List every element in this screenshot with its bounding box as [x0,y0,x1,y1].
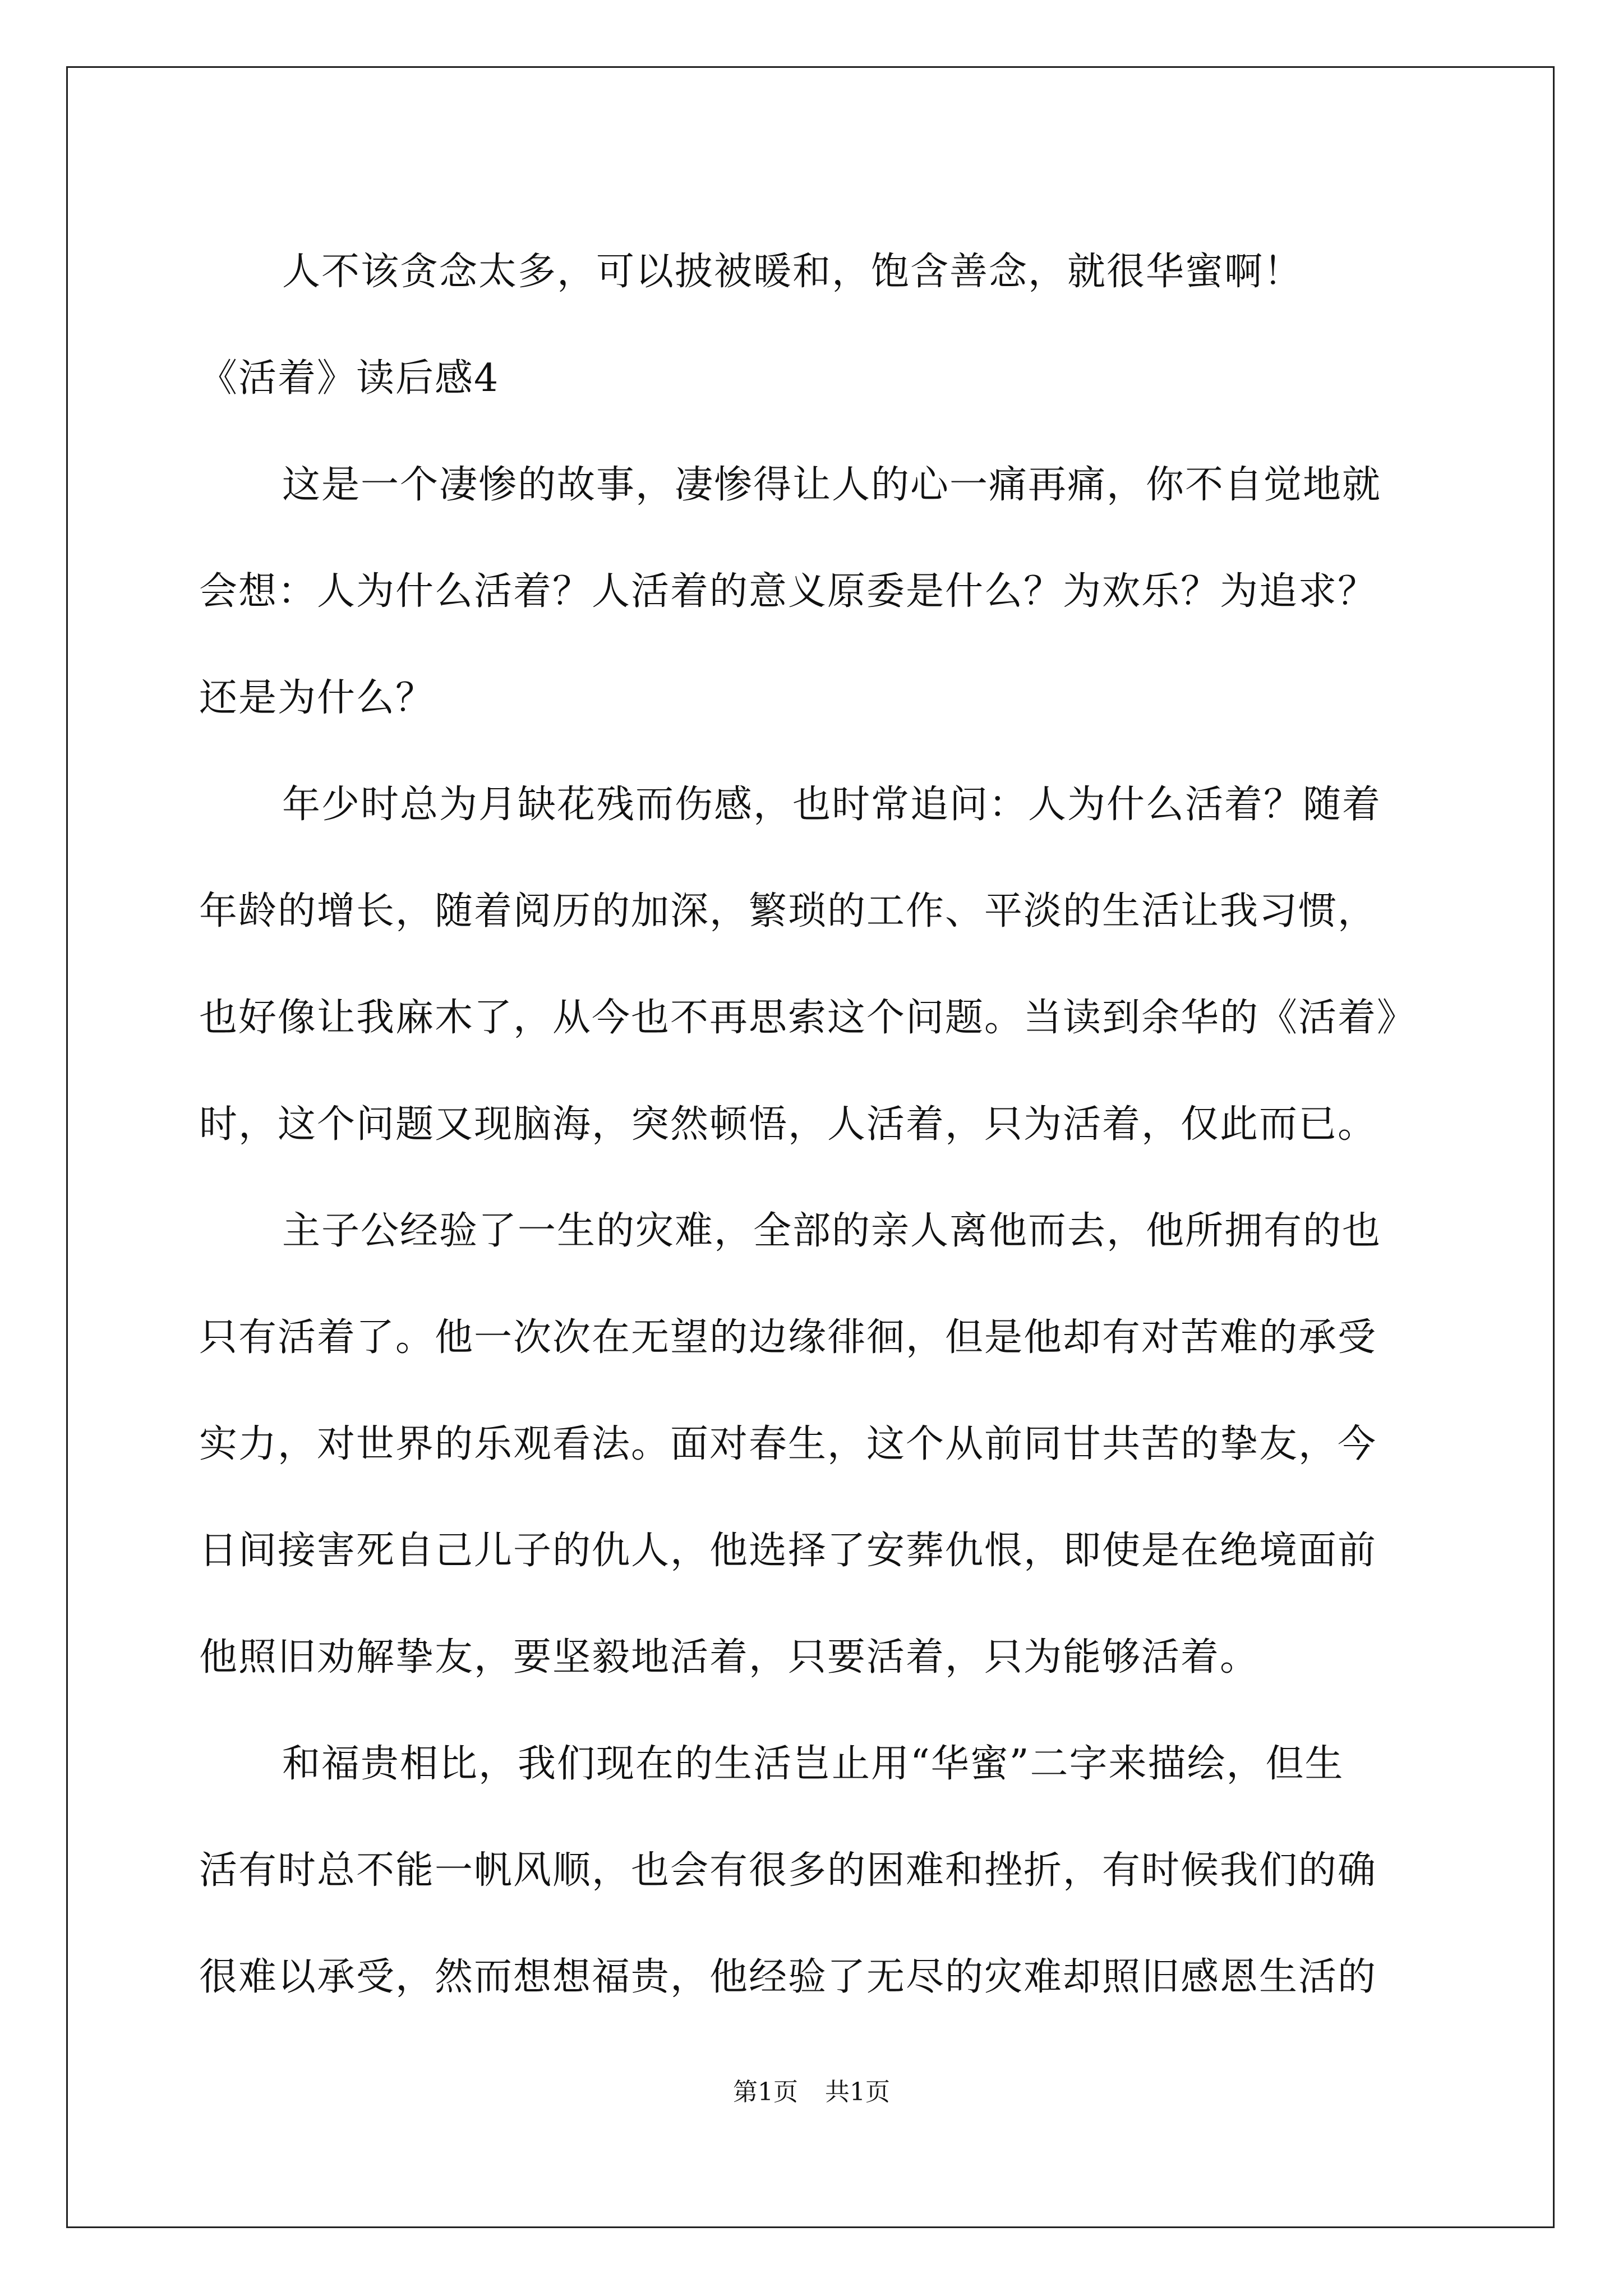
page-footer [0,2076,1623,2109]
paragraph-line: 实力，对世界的乐观看法。面对春生，这个从前同甘共苦的挚友，今 [199,1422,1377,1466]
paragraph-line: 会想：人为什么活着？人活着的意义原委是什么？为欢乐？为追求？ [199,569,1377,614]
page-number: 第1页 [733,2078,798,2106]
paragraph-line: 只有活着了。他一次次在无望的边缘徘徊，但是他却有对苦难的承受 [199,1315,1377,1360]
paragraph-line: 日间接害死自己儿子的仇人，他选择了安葬仇恨，即使是在绝境面前 [199,1529,1377,1573]
page-total: 共1页 [825,2078,890,2106]
document-body [199,219,1444,2031]
paragraph-line: 还是为什么？ [199,676,435,720]
paragraph-line: 这是一个凄惨的故事，凄惨得让人的心一痛再痛，你不自觉地就 [282,463,1382,507]
paragraph-line: 很难以承受，然而想想福贵，他经验了无尽的灾难却照旧感恩生活的 [199,1955,1377,1999]
paragraph-line: 人不该贪念太多，可以披被暖和，饱含善念，就很华蜜啊！ [282,250,1303,294]
paragraph-line: 活有时总不能一帆风顺，也会有很多的困难和挫折，有时候我们的确 [199,1848,1377,1893]
section-title: 《活着》读后感4 [199,356,500,401]
paragraph-line: 主子公经验了一生的灾难，全部的亲人离他而去，他所拥有的也 [282,1209,1382,1253]
paragraph-line: 年少时总为月缺花残而伤感，也时常追问：人为什么活着？随着 [282,783,1382,827]
paragraph-line: 和福贵相比，我们现在的生活岂止用“华蜜”二字来描绘，但生 [282,1742,1344,1786]
paragraph-line: 年龄的增长，随着阅历的加深，繁琐的工作、平淡的生活让我习惯， [199,889,1377,933]
paragraph-line: 时，这个问题又现脑海，突然顿悟，人活着，只为活着，仅此而已。 [199,1102,1377,1147]
paragraph-line: 他照旧劝解挚友，要坚毅地活着，只要活着，只为能够活着。 [199,1635,1260,1680]
paragraph-line: 也好像让我麻木了，从今也不再思索这个问题。当读到余华的《活着》 [199,996,1417,1040]
